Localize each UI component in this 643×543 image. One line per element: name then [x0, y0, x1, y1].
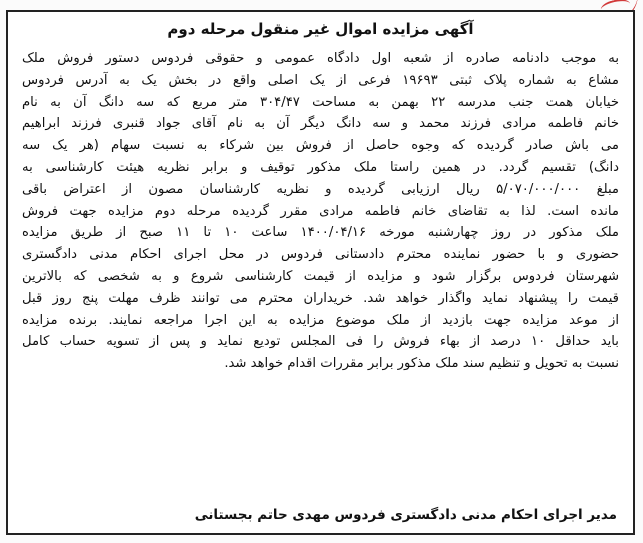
notice-line: مانده است. لذا به تقاضای خانم فاطمه مرادی مقرر گردیده مرحله دوم مزایده جهت فروش	[22, 203, 619, 219]
notice-line: مشاع به شماره پلاک ثبتی ۱۹۶۹۳ فرعی از یک اصلی واقع در بخش یک به آدرس فردوس	[22, 72, 619, 88]
notice-line: حضوری و با حضور نماینده محترم دادستانی فردوس در محل اجرای احکام مدنی دادگستری	[22, 247, 619, 263]
notice-line: خانم فاطمه مرادی فرزند محمد و سه دانگ دیگر آن به نام آقای جواد قنبری فرزند ابراهیم	[22, 116, 619, 132]
notice-line: دانگ) تقسیم گردد. در همین راستا ملک مذکور توقیف و برابر نظریه هیئت کارشناسی به	[22, 159, 619, 175]
notice-frame	[6, 10, 635, 535]
notice-line: باید حداقل ۱۰ درصد از بهاء فروش را فی المجلس تودیع نماید و پس از تسویه حساب کامل	[22, 334, 619, 350]
notice-line: از موعد مزایده جهت بازدید از ملک موضوع مزایده به این اجرا مراجعه نمایند. برنده مزایده	[22, 312, 619, 328]
notice-line: می باش صادر گردیده که وجوه حاصل از فروش بین شرکاء به نسبت سهام (هر یک سه	[22, 138, 619, 154]
notice-line: نسبت به تحویل و تنظیم سند ملک مذکور برابر مقررات اقدام خواهد شد.	[224, 356, 619, 372]
notice-signature: مدیر اجرای احکام مدنی دادگستری فردوس مهدی حاتم بجستانی	[194, 507, 617, 523]
notice-line: شهرستان فردوس برگزار شود و مزایده از قیمت کارشناسی شروع و به شخصی که بالاترین	[22, 268, 619, 284]
notice-line: قیمت را پیشنهاد نماید واگذار خواهد شد. خریداران محترم می توانند ظرف مهلت پنج روز قبل	[22, 290, 619, 306]
notice-line: ملک مذکور در روز چهارشنبه مورخه ۱۴۰۰/۰۴/۱۶ ساعت ۱۰ تا ۱۱ صبح از طریق مزایده	[22, 225, 619, 241]
notice-line: به موجب دادنامه صادره از شعبه اول دادگاه عمومی و حقوقی فردوس دستور فروش ملک	[22, 51, 619, 66]
notice-title: آگهی مزایده اموال غیر منقول مرحله دوم	[167, 20, 474, 38]
notice-line: خیابان همت جنب مدرسه ۲۲ بهمن به مساحت ۳۰۴/۴۷ متر مربع که سه دانگ آن به نام	[22, 94, 619, 110]
notice-body	[22, 48, 619, 375]
notice-line: مبلغ ۵/۰۷۰/۰۰۰/۰۰۰ ریال ارزیابی گردیده و نظریه کارشناسان مصون از اعتراض باقی	[22, 181, 619, 197]
